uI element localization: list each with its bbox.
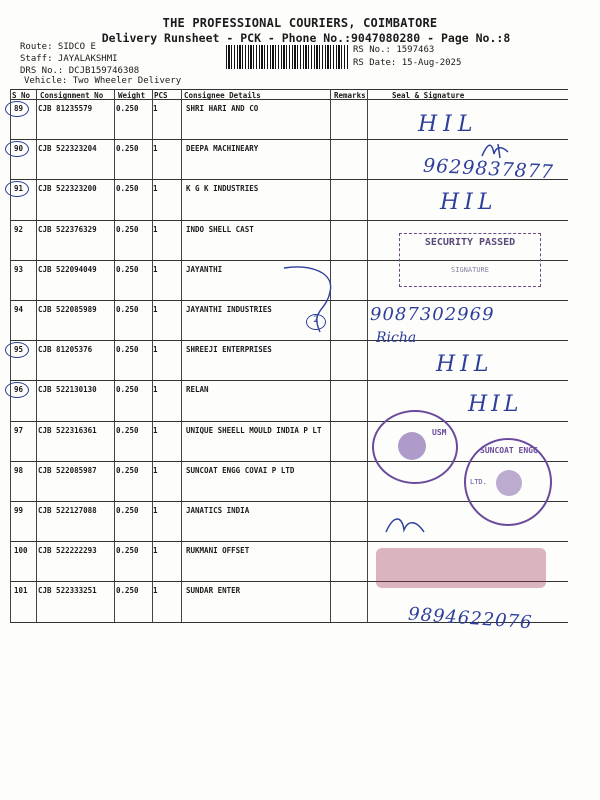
row-sno: 96 (14, 385, 24, 395)
row-consignment-no: CJB 522316361 (38, 425, 97, 435)
suncoat-stamp (464, 438, 552, 526)
security-stamp (399, 233, 541, 287)
serial-circle-mark (5, 101, 29, 117)
signature-icon (380, 510, 430, 540)
row-weight: 0.250 (116, 184, 139, 194)
row-consignee: RELAN (186, 385, 209, 395)
col-sno: S No (12, 91, 31, 100)
row-consignment-no: CJB 522094049 (38, 264, 97, 274)
row-sno: 92 (14, 224, 24, 234)
route-label: Route: SIDCO E (20, 42, 96, 52)
row-consignee: INDO SHELL CAST (186, 224, 254, 234)
row-pcs: 1 (153, 546, 158, 556)
rs-info (353, 44, 461, 69)
row-consignment-no: CJB 522323204 (38, 144, 97, 154)
barcode-icon (226, 45, 348, 69)
handwritten-hil-95: HIL (436, 352, 494, 377)
row-consignee: RUKMANI OFFSET (186, 546, 250, 556)
suncoat-stamp-sub: LTD. (470, 478, 487, 486)
serial-circle-mark (5, 181, 29, 197)
row-consignment-no: CJB 81205376 (38, 345, 93, 355)
row-weight: 0.250 (116, 144, 139, 154)
row-weight: 0.250 (116, 224, 139, 234)
row-weight: 0.250 (116, 586, 139, 596)
security-stamp-sub: SIGNATURE (451, 266, 489, 274)
document-title: THE PROFESSIONAL COURIERS, COIMBATORE (162, 16, 438, 30)
row-consignee: JAYANTHI INDUSTRIES (186, 305, 272, 314)
row-pcs: 1 (153, 506, 158, 515)
handwritten-phone-94: 9087302969 (370, 304, 495, 325)
row-consignee: K G K INDUSTRIES (186, 184, 259, 194)
row-sno: 94 (14, 305, 24, 314)
col-weight: Weight (118, 91, 146, 100)
row-weight: 0.250 (116, 506, 139, 515)
document-subtitle: Delivery Runsheet - PCK - Phone No.:9047080280 - Page No.:8 (101, 31, 511, 45)
serial-circle-mark (5, 342, 29, 358)
row-pcs: 1 (153, 305, 158, 314)
row-sno: 91 (14, 184, 24, 194)
row-sno: 93 (14, 264, 24, 274)
handwritten-phone-101: 9894622076 (407, 603, 534, 634)
row-consignee: UNIQUE SHEELL MOULD INDIA P LT (186, 425, 322, 435)
row-weight: 0.250 (116, 305, 139, 314)
row-sno: 101 (14, 586, 28, 596)
row-weight: 0.250 (116, 465, 139, 475)
row-consignee: SUNCOAT ENGG COVAI P LTD (186, 465, 295, 475)
col-consignee: Consignee Details (184, 91, 261, 100)
row-consignee: SUNDAR ENTER (186, 586, 241, 596)
row-consignment-no: CJB 522085987 (38, 465, 97, 475)
row-sno: 98 (14, 465, 24, 475)
circled-number: 2 (306, 314, 326, 330)
usm-stamp (372, 410, 458, 484)
drs-label: DRS No.: DCJB159746308 (20, 66, 140, 76)
row-consignee: SHREEJI ENTERPRISES (186, 345, 272, 355)
row-consignment-no: CJB 522333251 (38, 586, 97, 596)
row-consignee: SHRI HARI AND CO (186, 104, 259, 113)
row-weight: 0.250 (116, 104, 139, 113)
handwritten-hil-91: HIL (440, 190, 498, 215)
row-sno: 89 (14, 104, 24, 113)
row-consignee: JANATICS INDIA (186, 506, 250, 515)
row-consignment-no: CJB 522376329 (38, 224, 97, 234)
serial-circle-mark (5, 141, 29, 157)
handwritten-sign-94: Richa (376, 330, 417, 346)
row-pcs: 1 (153, 345, 158, 355)
col-consignment: Consignment No (40, 91, 104, 100)
row-sno: 99 (14, 506, 24, 515)
row-pcs: 1 (153, 465, 158, 475)
row-consignment-no: CJB 522222293 (38, 546, 97, 556)
handwritten-hil-89: HIL (418, 112, 479, 137)
row-pcs: 1 (153, 264, 158, 274)
rs-date: RS Date: 15-Aug-2025 (353, 57, 462, 68)
row-consignee: JAYANTHI (186, 264, 223, 274)
handwritten-hil-96: HIL (468, 392, 523, 417)
row-pcs: 1 (153, 144, 158, 154)
staff-label: Staff: JAYALAKSHMI (20, 54, 118, 64)
row-consignment-no: CJB 522130130 (38, 385, 97, 395)
row-weight: 0.250 (116, 385, 139, 395)
row-weight: 0.250 (116, 264, 139, 274)
suncoat-stamp-text: SUNCOAT ENGG (480, 446, 538, 455)
vehicle-label: Vehicle: Two Wheeler Delivery (24, 76, 182, 86)
usm-stamp-text: USM (432, 428, 447, 437)
row-pcs: 1 (153, 586, 158, 596)
row-pcs: 1 (153, 104, 158, 113)
row-consignment-no: CJB 522323200 (38, 184, 97, 194)
col-remarks: Remarks (334, 91, 366, 100)
row-pcs: 1 (153, 425, 158, 435)
arrow-icon (280, 262, 360, 342)
rs-number: RS No.: 1597463 (353, 45, 435, 55)
row-pcs: 1 (153, 184, 158, 194)
row-sno: 95 (14, 345, 24, 355)
row-sno: 90 (14, 144, 24, 154)
row-weight: 0.250 (116, 345, 139, 355)
row-consignment-no: CJB 81235579 (38, 104, 93, 113)
row-pcs: 1 (153, 385, 158, 395)
row-consignee: DEEPA MACHINEARY (186, 144, 259, 154)
row-consignment-no: CJB 522127088 (38, 506, 97, 515)
row-sno: 100 (14, 546, 28, 556)
serial-circle-mark (5, 382, 29, 398)
col-seal: Seal & Signature (392, 91, 465, 100)
row-weight: 0.250 (116, 425, 139, 435)
row-sno: 97 (14, 425, 24, 435)
row-pcs: 1 (153, 224, 158, 234)
red-stamp (376, 548, 546, 588)
security-stamp-text: SECURITY PASSED (424, 237, 516, 248)
row-weight: 0.250 (116, 546, 139, 556)
row-consignment-no: CJB 522085989 (38, 305, 97, 314)
col-pcs: PCS (154, 91, 168, 100)
handwritten-phone-90: 9629837877 (422, 154, 555, 184)
